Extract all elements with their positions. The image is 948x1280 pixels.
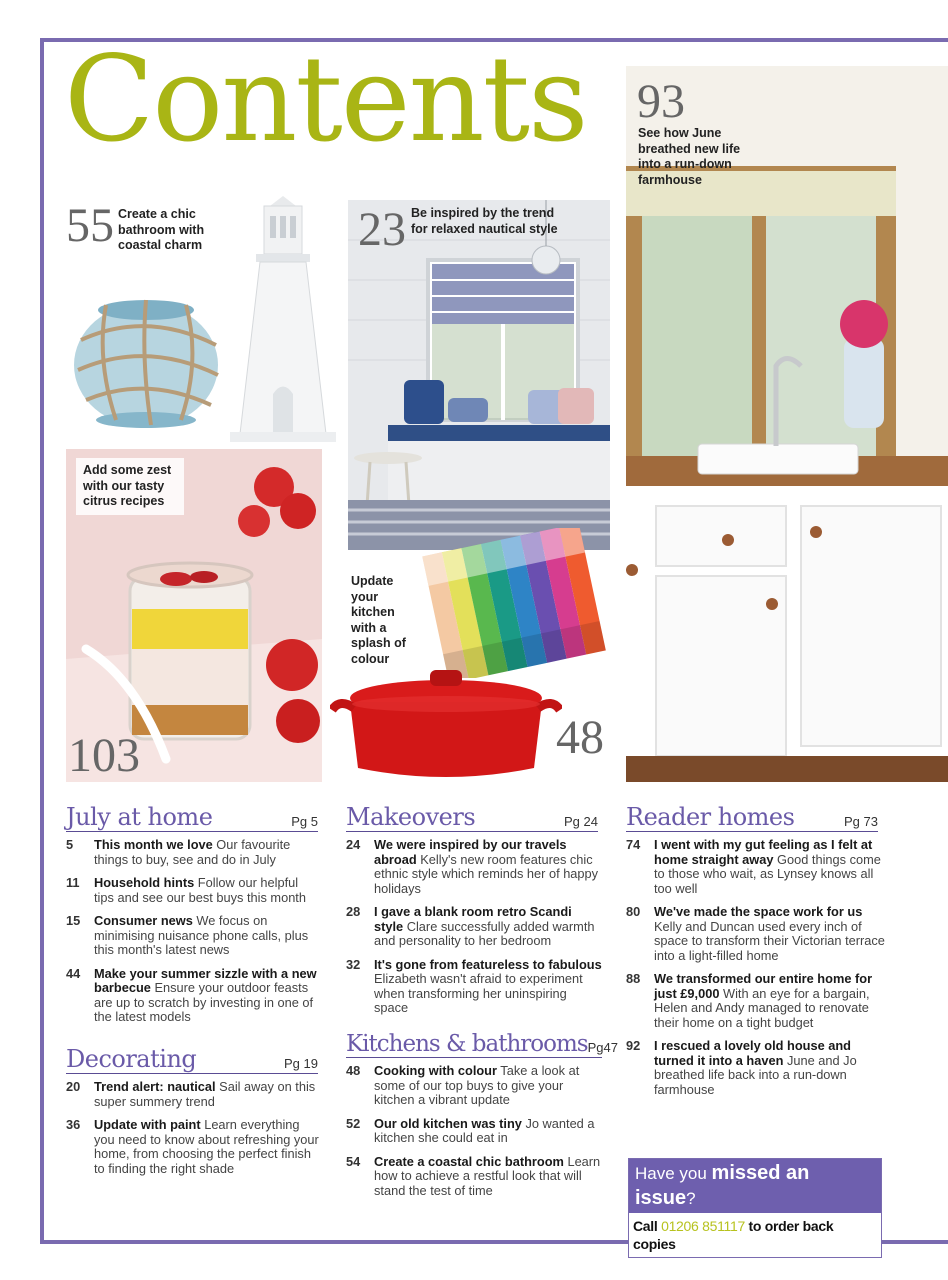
colour-placemat-image [414, 528, 618, 678]
section-page: Pg 5 [291, 814, 318, 829]
feature-48-number: 48 [556, 711, 604, 764]
decorating-list [66, 1080, 322, 1185]
section-header-kitchens [346, 1028, 618, 1058]
list-item: 5 This month we love Our favourite things to buy, see and do in July [66, 837, 291, 867]
list-item: 92 I rescued a lovely old house and turned it into a haven June and Jo breathed life back into a run-down farmhouse [626, 1038, 857, 1097]
section-page: Pg 73 [844, 814, 878, 829]
list-item: 44 Make your summer sizzle with a new barbecue Ensure your outdoor feasts are up to scratch by investing in one of the latest models [66, 965, 317, 1024]
feature-103-text: Add some zest with our tasty citrus recipes [76, 458, 184, 515]
list-item: 20 Trend alert: nautical Sail away on this super summery trend [66, 1079, 316, 1109]
section-title: July at home [66, 803, 213, 831]
red-casserole-image [330, 668, 562, 784]
list-item: 80 We've made the space work for us Kelly and Duncan used every inch of space to transform their Victorian terrace into a light-filled home [626, 904, 885, 963]
feature-48-text: Update your kitchen with a splash of colour [351, 574, 406, 666]
list-item: 32 It's gone from featureless to fabulous Elizabeth wasn't afraid to experiment when transforming her uninspiring space [346, 956, 602, 1015]
list-item: 15 Consumer news We focus on minimising nuisance phone calls, plus this month's latest news [66, 913, 309, 957]
feature-23-text: Be inspired by the trend for relaxed nautical style [411, 206, 558, 236]
section-title: Decorating [66, 1045, 197, 1073]
list-item: 74 I went with my gut feeling as I felt at home straight away Good things come to those who wait, as Lynsey knows all too well [626, 837, 881, 896]
phone-number: 01206 851117 [661, 1218, 745, 1234]
feature-93-number: 93 [637, 75, 685, 128]
back-copies-line: Call 01206 851117 to order back copies [629, 1213, 881, 1257]
rope-jar-image [66, 270, 236, 435]
section-title: Makeovers [346, 803, 476, 831]
list-item: 48 Cooking with colour Take a look at some of our top buys to give your kitchen a vibrant update [346, 1063, 580, 1107]
list-item: 11 Household hints Follow our helpful tips and see our best buys this month [66, 875, 306, 905]
feature-23-number: 23 [358, 203, 406, 256]
section-header-makeovers [346, 802, 598, 832]
list-item: 88 We transformed our entire home for just £9,000 With an eye for a bargain, Helen and Andy managed to renovate their home on a tight budget [626, 971, 873, 1030]
feature-55-text: Create a chic bathroom with coastal charm [118, 207, 205, 252]
list-item: 52 Our old kitchen was tiny Jo wanted a kitchen she could eat in [346, 1115, 595, 1145]
missed-issue-box [628, 1158, 882, 1258]
list-item: 54 Create a coastal chic bathroom Learn how to achieve a restful look that will stand the test of time [346, 1153, 601, 1198]
lighthouse-image [228, 194, 338, 444]
list-item: 36 Update with paint Learn everything you need to know about refreshing your home, from choosing the perfect finish to finding the right shade [66, 1117, 319, 1176]
feature-55-number: 55 [66, 199, 114, 252]
section-header-reader-homes [626, 802, 878, 832]
section-header-decorating [66, 1044, 318, 1074]
section-header-july [66, 802, 318, 832]
feature-103-number: 103 [68, 729, 140, 782]
reader-homes-list [626, 838, 886, 1106]
section-title: Reader homes [626, 803, 795, 831]
missed-issue-headline: Have you missed an issue? [629, 1159, 881, 1213]
page-title: Contents [64, 30, 587, 168]
section-title: Kitchens & bathrooms [346, 1031, 588, 1057]
feature-93-text: See how June breathed new life into a run-down farmhouse [638, 126, 741, 187]
july-list [66, 838, 320, 1034]
kitchens-list [346, 1064, 602, 1207]
section-page: Pg 24 [564, 814, 598, 829]
list-item: 24 We were inspired by our travels abroad Kelly's new room features chic ethnic style which reminds her of happy holidays [346, 837, 599, 896]
section-page: Pg 19 [284, 1056, 318, 1071]
section-page: Pg47 [587, 1040, 618, 1055]
makeovers-list [346, 838, 602, 1025]
list-item: 28 I gave a blank room retro Scandi style Clare successfully added warmth and personality to her bedroom [346, 904, 595, 948]
